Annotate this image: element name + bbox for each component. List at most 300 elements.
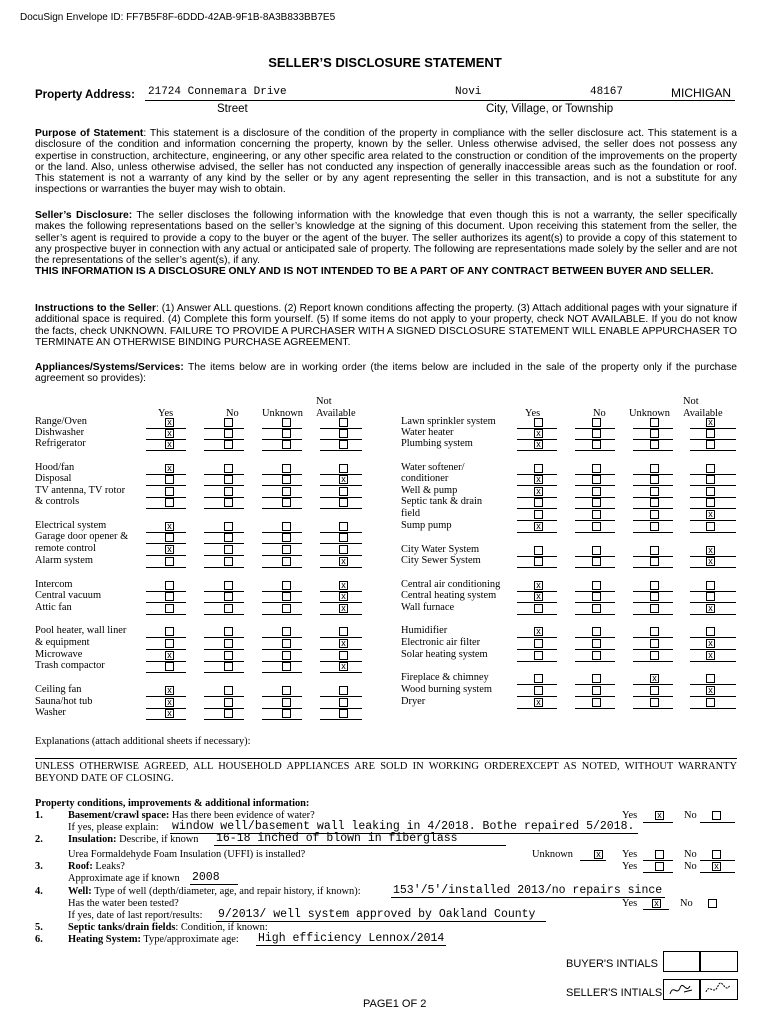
left-unknown-checkbox[interactable]	[282, 418, 291, 427]
left-unknown-checkbox[interactable]	[282, 581, 291, 590]
left-yes-line	[146, 485, 186, 486]
left-not-available-checkbox[interactable]	[339, 429, 348, 438]
right-not-available-checkbox[interactable]: x	[706, 557, 715, 566]
appliances-heading: Appliances/Systems/Services:	[35, 362, 184, 373]
left-yes-checkbox[interactable]: x	[165, 429, 174, 438]
left-unknown-checkbox[interactable]	[282, 440, 291, 449]
q3-text: Leaks?	[92, 861, 125, 872]
right-unknown-checkbox[interactable]	[650, 440, 659, 449]
left-no-checkbox[interactable]	[224, 475, 233, 484]
right-unknown-checkbox[interactable]	[650, 604, 659, 613]
left-no-checkbox[interactable]	[224, 464, 233, 473]
left-unknown-checkbox[interactable]	[282, 545, 291, 554]
right-no-checkbox[interactable]	[592, 686, 601, 695]
seller-initials-box-2[interactable]	[699, 979, 738, 1000]
left-unknown-line	[262, 637, 302, 638]
right-unknown-checkbox[interactable]	[650, 592, 659, 601]
left-no-checkbox[interactable]	[224, 418, 233, 427]
right-unknown-checkbox[interactable]	[650, 418, 659, 427]
sellers-disclosure-paragraph	[35, 210, 737, 278]
right-no-line	[575, 602, 615, 603]
left-not-available-line	[320, 485, 362, 486]
left-yes-checkbox[interactable]	[165, 581, 174, 590]
left-unknown-checkbox[interactable]	[282, 487, 291, 496]
right-item-label: Septic tank & drain	[401, 496, 483, 507]
right-yes-checkbox[interactable]	[534, 557, 543, 566]
left-no-checkbox[interactable]	[224, 533, 233, 542]
left-no-checkbox[interactable]	[224, 429, 233, 438]
left-unknown-line	[262, 696, 302, 697]
q4-yes-checkbox[interactable]: x	[652, 899, 661, 908]
left-yes-checkbox[interactable]: x	[165, 464, 174, 473]
q4-answer2[interactable]: 9/2013/ well system approved by Oakland County	[218, 908, 536, 921]
right-yes-line	[517, 684, 557, 685]
left-item-label: Range/Oven	[35, 416, 87, 427]
right-not-available-checkbox[interactable]	[706, 674, 715, 683]
purpose-heading: Purpose of Statement	[35, 128, 144, 139]
right-no-checkbox[interactable]	[592, 592, 601, 601]
right-yes-checkbox[interactable]: x	[534, 581, 543, 590]
left-yes-checkbox[interactable]: x	[165, 698, 174, 707]
left-yes-checkbox[interactable]	[165, 498, 174, 507]
q1-number: 1.	[35, 810, 43, 821]
right-header-yes: Yes	[525, 408, 541, 419]
left-yes-line	[146, 696, 186, 697]
left-unknown-checkbox[interactable]	[282, 604, 291, 613]
right-item-label: Electronic air filter	[401, 637, 481, 648]
right-unknown-checkbox[interactable]	[650, 510, 659, 519]
left-not-available-checkbox[interactable]	[339, 418, 348, 427]
left-not-available-checkbox[interactable]: x	[339, 475, 348, 484]
right-not-available-line	[690, 485, 736, 486]
right-item-label: Fireplace & chimney	[401, 672, 489, 683]
q3-answer[interactable]: 2008	[192, 871, 220, 884]
right-no-line	[575, 567, 615, 568]
right-unknown-checkbox[interactable]	[650, 487, 659, 496]
right-item-label: Lawn sprinkler system	[401, 416, 496, 427]
right-not-available-checkbox[interactable]	[706, 464, 715, 473]
q2-yes-checkbox[interactable]	[655, 850, 664, 859]
left-yes-checkbox[interactable]: x	[165, 545, 174, 554]
right-unknown-checkbox[interactable]	[650, 686, 659, 695]
property-street-value[interactable]: 21724 Connemara Drive	[148, 86, 287, 98]
left-yes-checkbox[interactable]	[165, 604, 174, 613]
q4-no-label: No	[680, 898, 693, 909]
right-unknown-line	[633, 532, 673, 533]
q4-sub2: If yes, date of last report/results:	[68, 910, 203, 921]
right-not-available-checkbox[interactable]	[706, 498, 715, 507]
city-caption: City, Village, or Township	[486, 103, 614, 115]
buyer-initials-box-2[interactable]	[699, 951, 738, 972]
right-not-available-checkbox[interactable]: x	[706, 510, 715, 519]
left-yes-line	[146, 719, 186, 720]
left-unknown-checkbox[interactable]	[282, 522, 291, 531]
right-yes-checkbox[interactable]	[534, 674, 543, 683]
left-item-label: Microwave	[35, 649, 83, 660]
q2-answer[interactable]: 16-18 inched of blown in fiberglass	[216, 832, 458, 845]
right-yes-checkbox[interactable]	[534, 418, 543, 427]
right-not-available-line	[690, 567, 736, 568]
left-unknown-checkbox[interactable]	[282, 592, 291, 601]
left-not-available-checkbox[interactable]: x	[339, 604, 348, 613]
left-no-line	[204, 719, 244, 720]
right-yes-checkbox[interactable]	[534, 604, 543, 613]
q6-text: Type/approximate age:	[141, 934, 239, 945]
left-no-checkbox[interactable]	[224, 581, 233, 590]
right-no-checkbox[interactable]	[592, 510, 601, 519]
left-no-checkbox[interactable]	[224, 651, 233, 660]
left-no-checkbox[interactable]	[224, 498, 233, 507]
left-yes-line	[146, 450, 186, 451]
left-unknown-line	[262, 450, 302, 451]
page-title: SELLER’S DISCLOSURE STATEMENT	[268, 55, 502, 70]
left-yes-checkbox[interactable]: x	[165, 686, 174, 695]
left-no-checkbox[interactable]	[224, 545, 233, 554]
q1-no-checkbox[interactable]	[712, 811, 721, 820]
right-unknown-line	[633, 602, 673, 603]
q2-no-checkbox[interactable]	[712, 850, 721, 859]
right-yes-checkbox[interactable]: x	[534, 475, 543, 484]
right-header-no: No	[593, 408, 606, 419]
left-not-available-checkbox[interactable]: x	[339, 592, 348, 601]
right-no-line	[575, 696, 615, 697]
left-no-checkbox[interactable]	[224, 557, 233, 566]
right-not-available-line	[690, 696, 736, 697]
left-not-available-checkbox[interactable]	[339, 533, 348, 542]
right-not-available-checkbox[interactable]: x	[706, 651, 715, 660]
right-no-checkbox[interactable]	[592, 546, 601, 555]
left-item-label: Ceiling fan	[35, 684, 82, 695]
left-not-available-checkbox[interactable]	[339, 686, 348, 695]
left-no-line	[204, 696, 244, 697]
right-no-line	[575, 708, 615, 709]
left-unknown-checkbox[interactable]	[282, 557, 291, 566]
right-yes-line	[517, 602, 557, 603]
right-item-label: Wood burning system	[401, 684, 492, 695]
right-not-available-checkbox[interactable]	[706, 522, 715, 531]
left-not-available-line	[320, 450, 362, 451]
left-no-checkbox[interactable]	[224, 627, 233, 636]
right-yes-line	[517, 649, 557, 650]
left-unknown-line	[262, 485, 302, 486]
left-yes-checkbox[interactable]	[165, 487, 174, 496]
left-item-label: Garage door opener &	[35, 531, 129, 542]
right-no-checkbox[interactable]	[592, 674, 601, 683]
right-unknown-checkbox[interactable]: x	[650, 674, 659, 683]
buyer-initials-box-1[interactable]	[663, 951, 701, 972]
right-unknown-checkbox[interactable]	[650, 464, 659, 473]
right-not-available-checkbox[interactable]	[706, 475, 715, 484]
q1-answer[interactable]: window well/basement wall leaking in 4/2018. Bothe repaired 5/2018.	[172, 820, 635, 833]
right-no-checkbox[interactable]	[592, 698, 601, 707]
right-unknown-checkbox[interactable]	[650, 639, 659, 648]
right-unknown-checkbox[interactable]	[650, 475, 659, 484]
right-unknown-checkbox[interactable]	[650, 651, 659, 660]
left-no-checkbox[interactable]	[224, 592, 233, 601]
left-no-checkbox[interactable]	[224, 604, 233, 613]
left-not-available-checkbox[interactable]	[339, 498, 348, 507]
q3-yes-checkbox[interactable]	[655, 862, 664, 871]
q5-number: 5.	[35, 922, 43, 933]
left-no-checkbox[interactable]	[224, 639, 233, 648]
q5-title: Septic tanks/drain fields	[68, 922, 176, 933]
q2-unknown-checkbox[interactable]: x	[594, 850, 603, 859]
sellers-disclosure-bold: THIS INFORMATION IS A DISCLOSURE ONLY AND IS NOT INTENDED TO BE A PART OF ANY CONTRACT BETWEEN BUYER AND SELLER.	[35, 266, 714, 278]
right-not-available-checkbox[interactable]	[706, 440, 715, 449]
right-yes-checkbox[interactable]	[534, 498, 543, 507]
right-yes-checkbox[interactable]	[534, 546, 543, 555]
right-no-checkbox[interactable]	[592, 627, 601, 636]
left-item-label: Electrical system	[35, 520, 107, 531]
left-no-checkbox[interactable]	[224, 522, 233, 531]
right-not-available-checkbox[interactable]: x	[706, 418, 715, 427]
q3-no-checkbox[interactable]: x	[712, 862, 721, 871]
left-unknown-line	[262, 719, 302, 720]
left-item-label: Washer	[35, 707, 66, 718]
appliances-paragraph	[35, 362, 737, 385]
explanations-line[interactable]	[35, 758, 737, 759]
left-not-available-checkbox[interactable]	[339, 698, 348, 707]
q2-text: Describe, if known	[116, 834, 199, 845]
unless-otherwise-text: UNLESS OTHERWISE AGREED, ALL HOUSEHOLD APPLIANCES ARE SOLD IN WORKING ORDEREXCEPT AS NOTED, WITHOUT WARRANTY BEYOND DATE OF CLOSING.	[35, 761, 737, 784]
right-yes-checkbox[interactable]: x	[534, 487, 543, 496]
left-not-available-checkbox[interactable]	[339, 627, 348, 636]
right-not-available-line	[690, 520, 736, 521]
left-unknown-checkbox[interactable]	[282, 533, 291, 542]
q6-title: Heating System:	[68, 934, 142, 945]
right-no-checkbox[interactable]	[592, 651, 601, 660]
right-unknown-line	[633, 708, 673, 709]
q4-line	[68, 886, 361, 897]
right-no-line	[575, 450, 615, 451]
right-yes-checkbox[interactable]: x	[534, 627, 543, 636]
left-yes-checkbox[interactable]: x	[165, 651, 174, 660]
right-yes-checkbox[interactable]	[534, 464, 543, 473]
left-yes-checkbox[interactable]	[165, 533, 174, 542]
right-item-label: Plumbing system	[401, 438, 473, 449]
left-not-available-checkbox[interactable]	[339, 709, 348, 718]
left-unknown-checkbox[interactable]	[282, 651, 291, 660]
q3-yes-label: Yes	[622, 861, 638, 872]
right-not-available-checkbox[interactable]: x	[706, 639, 715, 648]
right-not-available-checkbox[interactable]	[706, 592, 715, 601]
left-not-available-line	[320, 696, 362, 697]
q1-yes-label: Yes	[622, 810, 638, 821]
left-yes-checkbox[interactable]: x	[165, 522, 174, 531]
right-yes-checkbox[interactable]	[534, 639, 543, 648]
right-no-checkbox[interactable]	[592, 498, 601, 507]
left-not-available-checkbox[interactable]: x	[339, 581, 348, 590]
right-not-available-checkbox[interactable]: x	[706, 686, 715, 695]
left-not-available-checkbox[interactable]	[339, 651, 348, 660]
left-not-available-checkbox[interactable]	[339, 545, 348, 554]
right-not-available-line	[690, 450, 736, 451]
left-item-label: Pool heater, wall liner	[35, 625, 127, 636]
left-no-line	[204, 567, 244, 568]
right-not-available-line	[690, 637, 736, 638]
left-not-available-line	[320, 614, 362, 615]
q3-sub: Approximate age if known	[68, 873, 180, 884]
left-unknown-checkbox[interactable]	[282, 464, 291, 473]
left-header-yes: Yes	[158, 408, 174, 419]
left-no-checkbox[interactable]	[224, 487, 233, 496]
instructions-heading: Instructions to the Seller	[35, 303, 156, 314]
right-no-checkbox[interactable]	[592, 639, 601, 648]
right-yes-line	[517, 708, 557, 709]
left-yes-checkbox[interactable]	[165, 557, 174, 566]
right-not-available-line	[690, 649, 736, 650]
right-yes-checkbox[interactable]	[534, 510, 543, 519]
right-yes-checkbox[interactable]: x	[534, 429, 543, 438]
right-yes-checkbox[interactable]	[534, 686, 543, 695]
left-no-checkbox[interactable]	[224, 686, 233, 695]
q1-yes-checkbox[interactable]: x	[655, 811, 664, 820]
right-no-checkbox[interactable]	[592, 557, 601, 566]
seller-initials-box-1[interactable]	[663, 979, 701, 1000]
right-no-checkbox[interactable]	[592, 429, 601, 438]
right-no-checkbox[interactable]	[592, 440, 601, 449]
left-not-available-line	[320, 543, 362, 544]
left-yes-checkbox[interactable]: x	[165, 440, 174, 449]
right-yes-checkbox[interactable]: x	[534, 592, 543, 601]
q4-no-checkbox[interactable]	[708, 899, 717, 908]
right-no-checkbox[interactable]	[592, 604, 601, 613]
explanations-label: Explanations (attach additional sheets if necessary):	[35, 736, 251, 747]
right-item-label: Central heating system	[401, 590, 497, 601]
left-not-available-checkbox[interactable]: x	[339, 557, 348, 566]
q6-answer[interactable]: High efficiency Lennox/2014	[258, 932, 445, 945]
right-unknown-checkbox[interactable]	[650, 698, 659, 707]
right-yes-checkbox[interactable]: x	[534, 522, 543, 531]
right-no-line	[575, 649, 615, 650]
left-item-label: Sauna/hot tub	[35, 696, 93, 707]
q6-answer-line	[256, 945, 446, 946]
right-unknown-checkbox[interactable]	[650, 546, 659, 555]
right-not-available-checkbox[interactable]	[706, 429, 715, 438]
left-yes-checkbox[interactable]	[165, 662, 174, 671]
left-not-available-line	[320, 508, 362, 509]
right-no-checkbox[interactable]	[592, 475, 601, 484]
left-not-available-checkbox[interactable]: x	[339, 662, 348, 671]
right-unknown-checkbox[interactable]	[650, 522, 659, 531]
left-no-checkbox[interactable]	[224, 440, 233, 449]
left-not-available-checkbox[interactable]	[339, 464, 348, 473]
right-not-available-checkbox[interactable]: x	[706, 604, 715, 613]
left-item-label: & controls	[35, 496, 80, 507]
right-yes-line	[517, 637, 557, 638]
right-no-checkbox[interactable]	[592, 487, 601, 496]
q4-answer[interactable]: 153'/5'/installed 2013/no repairs since	[393, 884, 663, 897]
left-unknown-checkbox[interactable]	[282, 429, 291, 438]
right-unknown-checkbox[interactable]	[650, 557, 659, 566]
left-no-checkbox[interactable]	[224, 698, 233, 707]
right-no-checkbox[interactable]	[592, 581, 601, 590]
left-item-label: Intercom	[35, 579, 73, 590]
property-zip-value[interactable]: 48167	[590, 86, 624, 98]
right-not-available-checkbox[interactable]: x	[706, 546, 715, 555]
left-yes-line	[146, 508, 186, 509]
right-unknown-checkbox[interactable]	[650, 627, 659, 636]
property-city-value[interactable]: Novi	[455, 86, 482, 98]
left-not-available-line	[320, 649, 362, 650]
left-unknown-checkbox[interactable]	[282, 698, 291, 707]
left-yes-checkbox[interactable]	[165, 639, 174, 648]
appliances-text: The items below are in working order (the items below are included in the sale of the property only if the purchase agreement so provides):	[35, 362, 737, 385]
left-unknown-checkbox[interactable]	[282, 475, 291, 484]
right-unknown-checkbox[interactable]	[650, 429, 659, 438]
left-yes-line	[146, 637, 186, 638]
right-not-available-line	[690, 614, 736, 615]
right-no-checkbox[interactable]	[592, 522, 601, 531]
q2-line	[68, 834, 198, 845]
right-not-available-checkbox[interactable]	[706, 698, 715, 707]
right-header-not: Not	[683, 396, 699, 407]
left-unknown-checkbox[interactable]	[282, 709, 291, 718]
q2-yes-line	[643, 860, 673, 861]
left-yes-checkbox[interactable]	[165, 592, 174, 601]
right-yes-line	[517, 508, 557, 509]
street-caption: Street	[217, 103, 248, 115]
right-yes-line	[517, 661, 557, 662]
left-yes-checkbox[interactable]	[165, 475, 174, 484]
left-no-checkbox[interactable]	[224, 709, 233, 718]
right-unknown-checkbox[interactable]	[650, 498, 659, 507]
right-unknown-checkbox[interactable]	[650, 581, 659, 590]
right-not-available-checkbox[interactable]	[706, 581, 715, 590]
left-not-available-checkbox[interactable]: x	[339, 639, 348, 648]
left-unknown-line	[262, 602, 302, 603]
purpose-text: : This statement is a disclosure of the condition of the property in compliance with the seller disclosure act. This statement is a disclosure of the condition and information concerning the property, known by the seller. Unless otherwise advised, the seller does not possess any expertise in construction, architecture, engineering, or any other specific area related to the construction or condition of the improvements on the property or the land. Also, unless otherwise advised, the seller has not conducted any inspection of generally inaccessible areas such as the foundation or roof. This statement is not a warranty of any kind by the seller or by any agent representing the seller in this transaction, and is not a substitute for any inspections or warranties the buyer may wish to obtain.	[35, 128, 737, 196]
left-unknown-checkbox[interactable]	[282, 639, 291, 648]
q2-no-label: No	[684, 849, 697, 860]
right-no-checkbox[interactable]	[592, 418, 601, 427]
right-header-available: Available	[683, 408, 723, 419]
left-yes-checkbox[interactable]	[165, 627, 174, 636]
left-not-available-checkbox[interactable]	[339, 440, 348, 449]
left-unknown-checkbox[interactable]	[282, 498, 291, 507]
right-no-checkbox[interactable]	[592, 464, 601, 473]
left-item-label: Refrigerator	[35, 438, 86, 449]
right-yes-checkbox[interactable]: x	[534, 698, 543, 707]
right-unknown-line	[633, 696, 673, 697]
left-yes-checkbox[interactable]: x	[165, 418, 174, 427]
right-yes-checkbox[interactable]: x	[534, 440, 543, 449]
right-not-available-checkbox[interactable]	[706, 487, 715, 496]
left-yes-checkbox[interactable]: x	[165, 709, 174, 718]
left-unknown-checkbox[interactable]	[282, 662, 291, 671]
q4-number: 4.	[35, 886, 43, 897]
q3-answer-line	[190, 884, 238, 885]
right-yes-line	[517, 532, 557, 533]
right-item-label: Wall furnace	[401, 602, 455, 613]
left-unknown-checkbox[interactable]	[282, 627, 291, 636]
left-no-line	[204, 543, 244, 544]
left-unknown-line	[262, 508, 302, 509]
left-unknown-checkbox[interactable]	[282, 686, 291, 695]
left-no-line	[204, 450, 244, 451]
left-not-available-checkbox[interactable]	[339, 487, 348, 496]
address-underline	[145, 100, 735, 101]
left-no-checkbox[interactable]	[224, 662, 233, 671]
seller-initials-scribble-1	[664, 980, 700, 999]
left-yes-line	[146, 555, 186, 556]
q2-yes-label: Yes	[622, 849, 638, 860]
sellers-disclosure-heading: Seller’s Disclosure:	[35, 210, 133, 221]
left-no-line	[204, 637, 244, 638]
right-yes-checkbox[interactable]	[534, 651, 543, 660]
left-not-available-checkbox[interactable]	[339, 522, 348, 531]
right-not-available-checkbox[interactable]	[706, 627, 715, 636]
